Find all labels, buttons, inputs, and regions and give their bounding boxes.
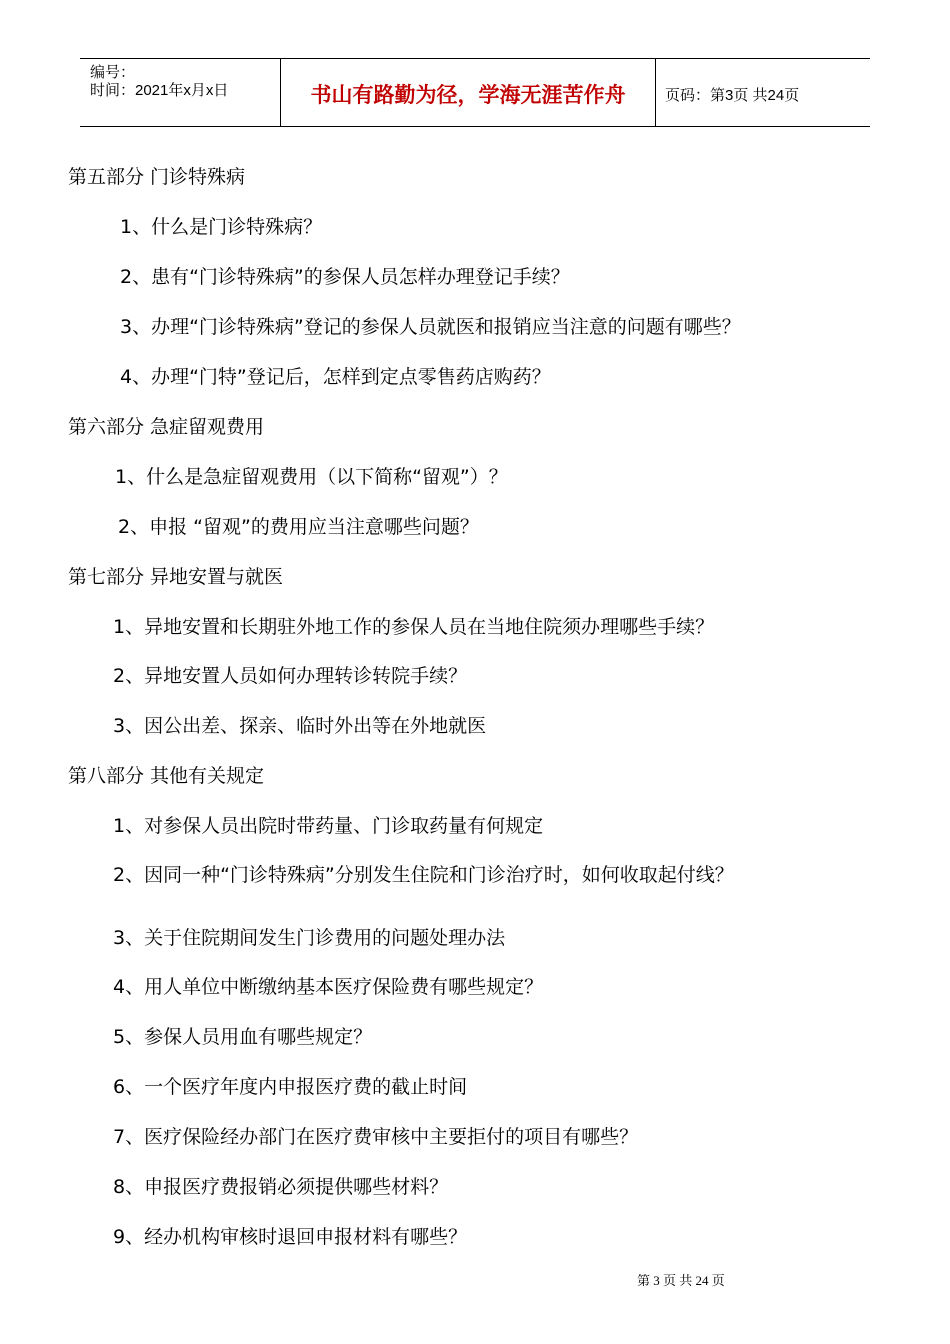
header-page-info: 页码：第3页 共24页	[665, 87, 800, 104]
header-motto: 书山有路勤为径，学海无涯苦作舟	[310, 83, 626, 107]
question-item: 7、医疗保险经办部门在医疗费审核中主要拒付的项目有哪些？	[113, 1126, 639, 1148]
question-item: 2、申报 “留观”的费用应当注意哪些问题？	[118, 516, 479, 538]
question-item: 4、办理“门特”登记后，怎样到定点零售药店购药？	[120, 366, 551, 388]
question-item: 2、因同一种“门诊特殊病”分别发生住院和门诊治疗时，如何收取起付线？	[113, 864, 734, 886]
header-middle-cell	[280, 59, 656, 126]
section-heading-5: 第五部分 门诊特殊病	[68, 166, 246, 188]
question-item: 2、患有“门诊特殊病”的参保人员怎样办理登记手续？	[120, 266, 570, 288]
question-item: 3、因公出差、探亲、临时外出等在外地就医	[113, 715, 487, 737]
question-item: 3、关于住院期间发生门诊费用的问题处理办法	[113, 927, 506, 949]
question-item: 6、一个医疗年度内申报医疗费的截止时间	[113, 1076, 468, 1098]
question-item: 1、什么是门诊特殊病？	[120, 216, 323, 238]
header-right-cell	[655, 59, 870, 126]
page-header	[80, 58, 870, 127]
question-item: 4、用人单位中断缴纳基本医疗保险费有哪些规定？	[113, 976, 544, 998]
section-heading-7: 第七部分 异地安置与就医	[68, 566, 284, 588]
question-item: 1、什么是急症留观费用（以下简称“留观”）？	[115, 466, 508, 488]
question-item: 1、对参保人员出院时带药量、门诊取药量有何规定	[113, 815, 544, 837]
page-footer: 第 3 页 共 24 页	[637, 1273, 725, 1288]
question-item: 9、经办机构审核时退回申报材料有哪些？	[113, 1226, 468, 1248]
document-time-label: 时间：2021年x月x日	[90, 82, 229, 99]
section-heading-6: 第六部分 急症留观费用	[68, 416, 265, 438]
question-item: 5、参保人员用血有哪些规定？	[113, 1026, 373, 1048]
question-item: 3、办理“门诊特殊病”登记的参保人员就医和报销应当注意的问题有哪些？	[120, 316, 741, 338]
question-item: 2、异地安置人员如何办理转诊转院手续？	[113, 665, 468, 687]
document-number-label: 编号：	[90, 64, 136, 81]
header-left-cell	[80, 59, 280, 126]
section-heading-8: 第八部分 其他有关规定	[68, 765, 265, 787]
question-item: 8、申报医疗费报销必须提供哪些材料？	[113, 1176, 449, 1198]
question-item: 1、异地安置和长期驻外地工作的参保人员在当地住院须办理哪些手续？	[113, 616, 715, 638]
